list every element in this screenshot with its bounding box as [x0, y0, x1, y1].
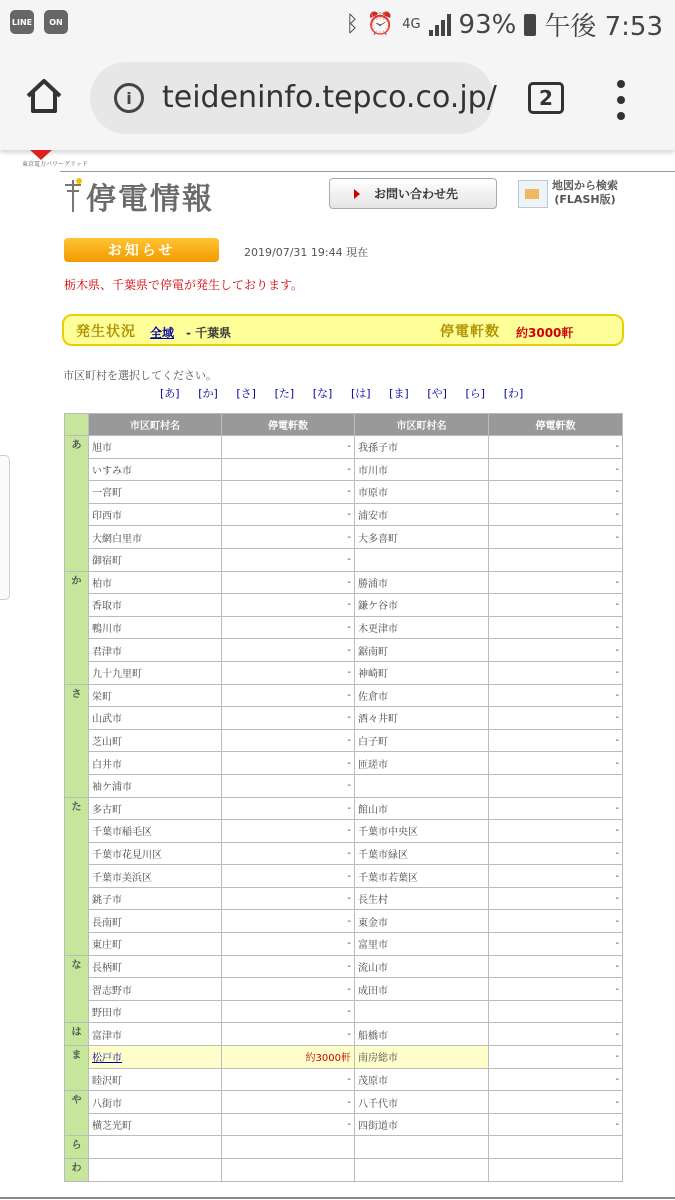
municipality-name: 栄町: [89, 684, 222, 707]
outage-count: -: [222, 548, 355, 571]
outage-count: -: [222, 820, 355, 843]
table-row: [65, 639, 623, 662]
municipality-name: 野田市: [89, 1000, 222, 1023]
outage-count: -: [222, 526, 355, 549]
kana-index-link[interactable]: [な]: [312, 387, 333, 400]
kana-group-label: わ: [65, 1159, 89, 1182]
municipality-name: 千葉市稲毛区: [89, 820, 222, 843]
outage-count: -: [489, 1023, 623, 1046]
table-row: [65, 548, 623, 571]
outage-count: -: [222, 481, 355, 504]
municipality-name: [355, 1159, 489, 1182]
update-timestamp: 2019/07/31 19:44 現在: [244, 246, 369, 259]
outage-count: -: [489, 616, 623, 639]
municipality-name: 鋸南町: [355, 639, 489, 662]
outage-count: -: [489, 436, 623, 459]
kana-group-label: は: [65, 1023, 89, 1046]
municipality-name: [89, 1159, 222, 1182]
voicemail-icon: ON: [44, 10, 68, 34]
outage-count: [489, 1159, 623, 1182]
kana-group-label: や: [65, 1091, 89, 1136]
overflow-menu-icon[interactable]: [614, 80, 628, 120]
outage-count: -: [489, 1113, 623, 1136]
outage-count: -: [222, 978, 355, 1001]
outage-count: -: [489, 842, 623, 865]
municipality-name: 佐倉市: [355, 684, 489, 707]
kana-index-link[interactable]: [わ]: [503, 387, 524, 400]
municipality-name: 千葉市花見川区: [89, 842, 222, 865]
kana-group-label: か: [65, 571, 89, 684]
table-row: [65, 481, 623, 504]
outage-count-value: 約3000軒: [516, 326, 574, 340]
contact-button[interactable]: [329, 178, 497, 209]
kana-column-header: [65, 414, 89, 436]
municipality-name: 千葉市中央区: [355, 820, 489, 843]
outage-count: 約3000軒: [222, 1046, 355, 1069]
table-row: [65, 458, 623, 481]
municipality-name: [355, 1136, 489, 1159]
alarm-icon: ⏰: [366, 12, 395, 37]
municipality-name: 市川市: [355, 458, 489, 481]
kana-index-link[interactable]: [は]: [350, 387, 371, 400]
municipality-name: 神崎町: [355, 661, 489, 684]
browser-toolbar: [0, 48, 675, 150]
outage-count-label: 停電軒数: [440, 324, 500, 340]
table-row: [65, 933, 623, 956]
outage-count: -: [222, 436, 355, 459]
table-row: [65, 955, 623, 978]
municipality-name: 鎌ケ谷市: [355, 594, 489, 617]
municipality-name: 白井市: [89, 752, 222, 775]
municipality-name: 勝浦市: [355, 571, 489, 594]
home-icon[interactable]: [22, 74, 66, 118]
side-panel-handle[interactable]: [0, 455, 10, 600]
outage-count: -: [489, 752, 623, 775]
municipality-name: 大網白里市: [89, 526, 222, 549]
table-row: [65, 842, 623, 865]
outage-count: -: [489, 503, 623, 526]
municipality-name: 九十九里町: [89, 661, 222, 684]
kana-group-label: た: [65, 797, 89, 955]
outage-count: -: [489, 639, 623, 662]
municipality-name: 流山市: [355, 955, 489, 978]
municipality-name: 南房総市: [355, 1046, 489, 1069]
outage-alert: 栃木県、千葉県で停電が発生しております。: [64, 278, 304, 292]
info-icon[interactable]: i: [114, 83, 144, 113]
status-label: 発生状況: [76, 324, 136, 340]
municipality-name: 芝山町: [89, 729, 222, 752]
outage-count: -: [489, 955, 623, 978]
table-row: [65, 1023, 623, 1046]
table-row: [65, 1159, 623, 1182]
table-row: [65, 1091, 623, 1114]
municipality-name: 長生村: [355, 887, 489, 910]
outage-count: -: [222, 955, 355, 978]
outage-count: -: [489, 594, 623, 617]
municipality-name: 柏市: [89, 571, 222, 594]
kana-group-label: ま: [65, 1046, 89, 1091]
table-row: [65, 1113, 623, 1136]
municipality-name: [355, 1000, 489, 1023]
municipality-name: 千葉市若葉区: [355, 865, 489, 888]
outage-count: -: [489, 481, 623, 504]
outage-count: -: [222, 458, 355, 481]
table-header-row: [65, 414, 623, 436]
outage-count: -: [222, 910, 355, 933]
outage-count: -: [222, 661, 355, 684]
map-icon: [518, 180, 548, 208]
municipality-name: 君津市: [89, 639, 222, 662]
map-search-sublabel: (FLASH版): [554, 193, 616, 206]
municipality-name: 東金市: [355, 910, 489, 933]
outage-count: -: [489, 571, 623, 594]
outage-count: -: [222, 865, 355, 888]
outage-count: -: [489, 458, 623, 481]
outage-count: -: [222, 797, 355, 820]
status-bar: [0, 0, 675, 48]
outage-count: -: [222, 1113, 355, 1136]
municipality-name: 富里市: [355, 933, 489, 956]
outage-count: -: [222, 1091, 355, 1114]
outage-count: -: [489, 978, 623, 1001]
bottom-divider: [0, 1197, 675, 1199]
table-row: [65, 978, 623, 1001]
municipality-name: 一宮町: [89, 481, 222, 504]
kana-group-label: さ: [65, 684, 89, 797]
outage-count: -: [222, 1023, 355, 1046]
table-row: [65, 571, 623, 594]
outage-count: -: [489, 820, 623, 843]
kana-group-label: な: [65, 955, 89, 1023]
table-row: [65, 436, 623, 459]
battery-percent: 93%: [458, 9, 517, 40]
municipality-name: 館山市: [355, 797, 489, 820]
outage-count: -: [489, 729, 623, 752]
municipality-name: 御宿町: [89, 548, 222, 571]
prefecture-label: - 千葉県: [186, 326, 232, 340]
municipality-name: 鴨川市: [89, 616, 222, 639]
bluetooth-icon: ᛒ: [345, 12, 359, 37]
map-search-label: 地図から検索: [552, 179, 618, 192]
table-row: [65, 797, 623, 820]
table-row: [65, 729, 623, 752]
outage-count: -: [222, 774, 355, 797]
municipality-name: 多古町: [89, 797, 222, 820]
header-divider: [60, 171, 675, 172]
outage-count: -: [222, 616, 355, 639]
signal-icon: [429, 14, 451, 36]
table-row: [65, 1046, 623, 1069]
outage-count: -: [222, 707, 355, 730]
municipality-name: 八千代市: [355, 1091, 489, 1114]
municipality-name: 八街市: [89, 1091, 222, 1114]
network-type: 4G: [402, 16, 421, 32]
clock: 午後 7:53: [544, 12, 663, 42]
outage-count: [489, 548, 623, 571]
tab-switcher-button[interactable]: 2: [528, 82, 564, 114]
table-row: [65, 616, 623, 639]
outage-count: [489, 1136, 623, 1159]
outage-count: -: [222, 729, 355, 752]
outage-count: -: [222, 1000, 355, 1023]
kana-group-label: あ: [65, 436, 89, 572]
table-row: [65, 820, 623, 843]
municipality-name: 東庄町: [89, 933, 222, 956]
outage-count: -: [489, 933, 623, 956]
outage-count: -: [489, 661, 623, 684]
outage-count: [222, 1159, 355, 1182]
all-areas-link[interactable]: 全域: [150, 326, 175, 340]
column-header: 停電軒数: [222, 414, 355, 436]
municipality-name: 香取市: [89, 594, 222, 617]
kana-index: [160, 385, 542, 401]
table-row: [65, 707, 623, 730]
address-bar[interactable]: [90, 62, 497, 134]
outage-count: -: [489, 707, 623, 730]
table-row: [65, 1136, 623, 1159]
column-header: 市区町村名: [355, 414, 489, 436]
municipality-name: いすみ市: [89, 458, 222, 481]
table-row: [65, 865, 623, 888]
municipality-name: 成田市: [355, 978, 489, 1001]
municipality-name: 酒々井町: [355, 707, 489, 730]
kana-index-link[interactable]: [さ]: [236, 387, 256, 400]
outage-count: -: [489, 797, 623, 820]
kana-index-link[interactable]: [た]: [274, 387, 295, 400]
battery-icon: [524, 14, 536, 36]
municipality-name: 白子町: [355, 729, 489, 752]
municipality-name: 市原市: [355, 481, 489, 504]
table-row: [65, 684, 623, 707]
municipality-name: 横芝光町: [89, 1113, 222, 1136]
notice-badge: お知らせ: [64, 238, 219, 262]
municipality-name: [89, 1046, 222, 1069]
outage-count: -: [222, 594, 355, 617]
outage-count: -: [489, 1068, 623, 1091]
kana-index-link[interactable]: [や]: [427, 387, 447, 400]
table-row: [65, 1068, 623, 1091]
table-row: [65, 887, 623, 910]
kana-index-link[interactable]: [あ]: [160, 387, 180, 400]
kana-group-label: ら: [65, 1136, 89, 1159]
outage-count: [489, 1000, 623, 1023]
table-row: [65, 526, 623, 549]
municipality-name: 長南町: [89, 910, 222, 933]
contact-button-label: お問い合わせ先: [374, 187, 459, 201]
municipality-name: 大多喜町: [355, 526, 489, 549]
power-pole-icon: [62, 176, 84, 214]
municipality-name: 旭市: [89, 436, 222, 459]
url-text[interactable]: teideninfo.tepco.co.jp/: [162, 80, 497, 115]
municipality-name: 富津市: [89, 1023, 222, 1046]
outage-count: -: [222, 752, 355, 775]
outage-count: -: [222, 503, 355, 526]
outage-count: -: [222, 684, 355, 707]
municipality-name: [89, 1136, 222, 1159]
municipality-name: 木更津市: [355, 616, 489, 639]
kana-index-link[interactable]: [ら]: [465, 387, 486, 400]
municipality-name: 山武市: [89, 707, 222, 730]
outage-count: -: [222, 842, 355, 865]
kana-index-link[interactable]: [ま]: [389, 387, 409, 400]
municipality-name: 袖ケ浦市: [89, 774, 222, 797]
outage-count: -: [489, 684, 623, 707]
brand-text: 東京電力パワーグリッド: [22, 161, 88, 168]
outage-count: [222, 1136, 355, 1159]
outage-count: -: [489, 910, 623, 933]
table-row: [65, 910, 623, 933]
outage-count: -: [222, 571, 355, 594]
outage-count: -: [489, 1046, 623, 1069]
municipality-name: 千葉市美浜区: [89, 865, 222, 888]
table-row: [65, 661, 623, 684]
kana-index-link[interactable]: [か]: [198, 387, 218, 400]
municipality-name: 印西市: [89, 503, 222, 526]
municipality-name: 長柄町: [89, 955, 222, 978]
municipality-name: 船橋市: [355, 1023, 489, 1046]
outage-count: [489, 774, 623, 797]
municipality-table: [64, 413, 623, 1182]
outage-count: -: [489, 1091, 623, 1114]
municipality-name: 浦安市: [355, 503, 489, 526]
map-search-button[interactable]: [518, 178, 628, 212]
table-row: [65, 503, 623, 526]
line-app-icon: LINE: [10, 10, 34, 34]
municipality-name: 匝瑳市: [355, 752, 489, 775]
page-title: 停電情報: [86, 182, 214, 217]
column-header: 市区町村名: [89, 414, 222, 436]
outage-status-box: [62, 314, 624, 346]
outage-count: -: [489, 887, 623, 910]
arrow-right-icon: [354, 189, 360, 199]
municipality-name: 茂原市: [355, 1068, 489, 1091]
table-row: [65, 1000, 623, 1023]
municipality-name: 我孫子市: [355, 436, 489, 459]
municipality-name: 睦沢町: [89, 1068, 222, 1091]
table-row: [65, 774, 623, 797]
outage-count: -: [222, 639, 355, 662]
table-row: [65, 752, 623, 775]
column-header: 停電軒数: [489, 414, 623, 436]
municipality-name: 四街道市: [355, 1113, 489, 1136]
municipality-name: 銚子市: [89, 887, 222, 910]
table-row: [65, 594, 623, 617]
outage-count: -: [222, 933, 355, 956]
municipality-name: 習志野市: [89, 978, 222, 1001]
outage-count: -: [489, 865, 623, 888]
municipality-name: 千葉市緑区: [355, 842, 489, 865]
municipality-name: [355, 548, 489, 571]
outage-count: -: [222, 887, 355, 910]
outage-count: -: [222, 1068, 355, 1091]
municipality-name: [355, 774, 489, 797]
municipality-link[interactable]: 松戸市: [92, 1053, 122, 1065]
outage-count: -: [489, 526, 623, 549]
select-prompt: 市区町村を選択してください。: [63, 369, 217, 382]
